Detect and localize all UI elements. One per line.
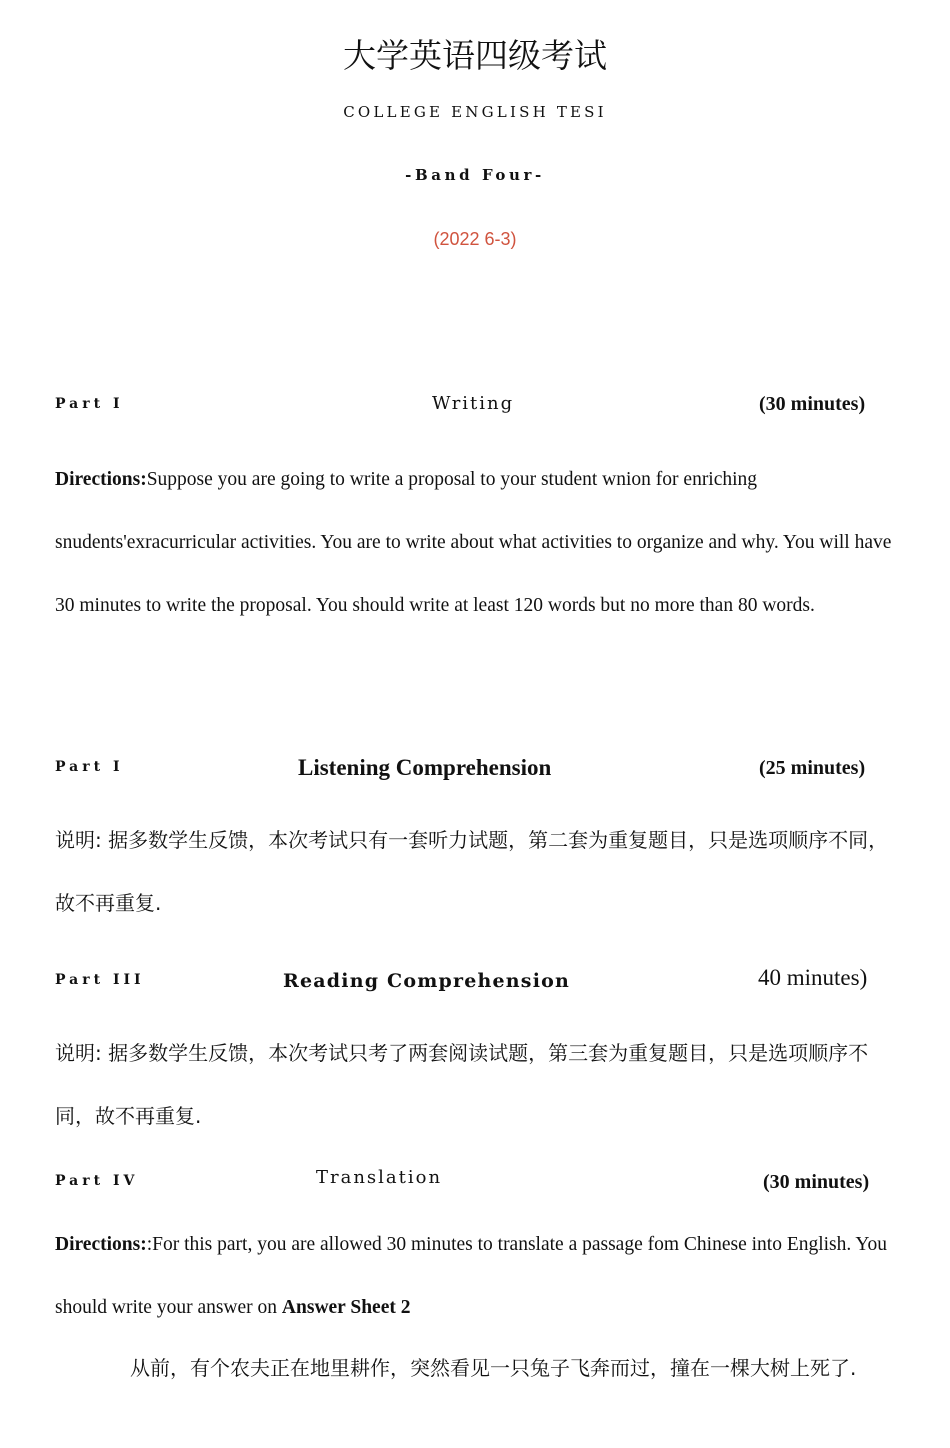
- directions-label: Directions:: [55, 469, 147, 490]
- part-3-title: Reading Comprehension: [283, 970, 571, 992]
- translation-passage: 从前，有个农夫正在地里耕作，突然看见一只兔子飞奔而过，撞在一棵大树上死了.: [130, 1356, 857, 1380]
- part-3-note: 说明: 据多数学生反馈，本次考试只考了两套阅读试题，第三套为重复题目，只是选项顺序不同，故不再重复.: [55, 1041, 869, 1128]
- part-4-directions: [55, 1213, 897, 1339]
- part-1-time: (30 minutes): [759, 393, 866, 415]
- part-4-label: Part IV: [55, 1173, 139, 1189]
- exam-band: -Band Four-: [405, 166, 545, 184]
- directions-text: Suppose you are going to write a proposal to your student wnion for enriching snudents'exracurricular activities. You are to write about what activities to organize and why. You will have 30 minutes to write the proposal. You should write at least 120 words but no more than 80 words.: [55, 469, 892, 616]
- part-2-note: 说明: 据多数学生反馈，本次考试只有一套听力试题，第二套为重复题目，只是选项顺序不同，故不再重复.: [55, 828, 889, 915]
- part-2-title: Listening Comprehension: [298, 755, 552, 780]
- directions-label: Directions:: [55, 1234, 147, 1255]
- part-1-label: Part I: [55, 396, 124, 412]
- part-1-directions: [55, 448, 897, 637]
- directions-text: :For this part, you are allowed 30 minutes to translate a passage fom Chinese into English. You should write your answer on: [55, 1234, 888, 1318]
- exam-date: (2022 6-3): [433, 229, 517, 249]
- part-3-label: Part III: [55, 972, 145, 988]
- part-3-time: 40 minutes): [758, 965, 868, 990]
- exam-title: 大学英语四级考试: [343, 36, 607, 75]
- answer-sheet-ref: Answer Sheet 2: [281, 1297, 411, 1318]
- part-2-label: Part I: [55, 759, 124, 775]
- part-1-title: Writing: [432, 393, 515, 414]
- part-4-time: (30 minutes): [763, 1171, 870, 1193]
- part-4-title: Translation: [316, 1167, 443, 1188]
- exam-subtitle: COLLEGE ENGLISH TESI: [343, 103, 607, 121]
- part-2-time: (25 minutes): [759, 757, 866, 779]
